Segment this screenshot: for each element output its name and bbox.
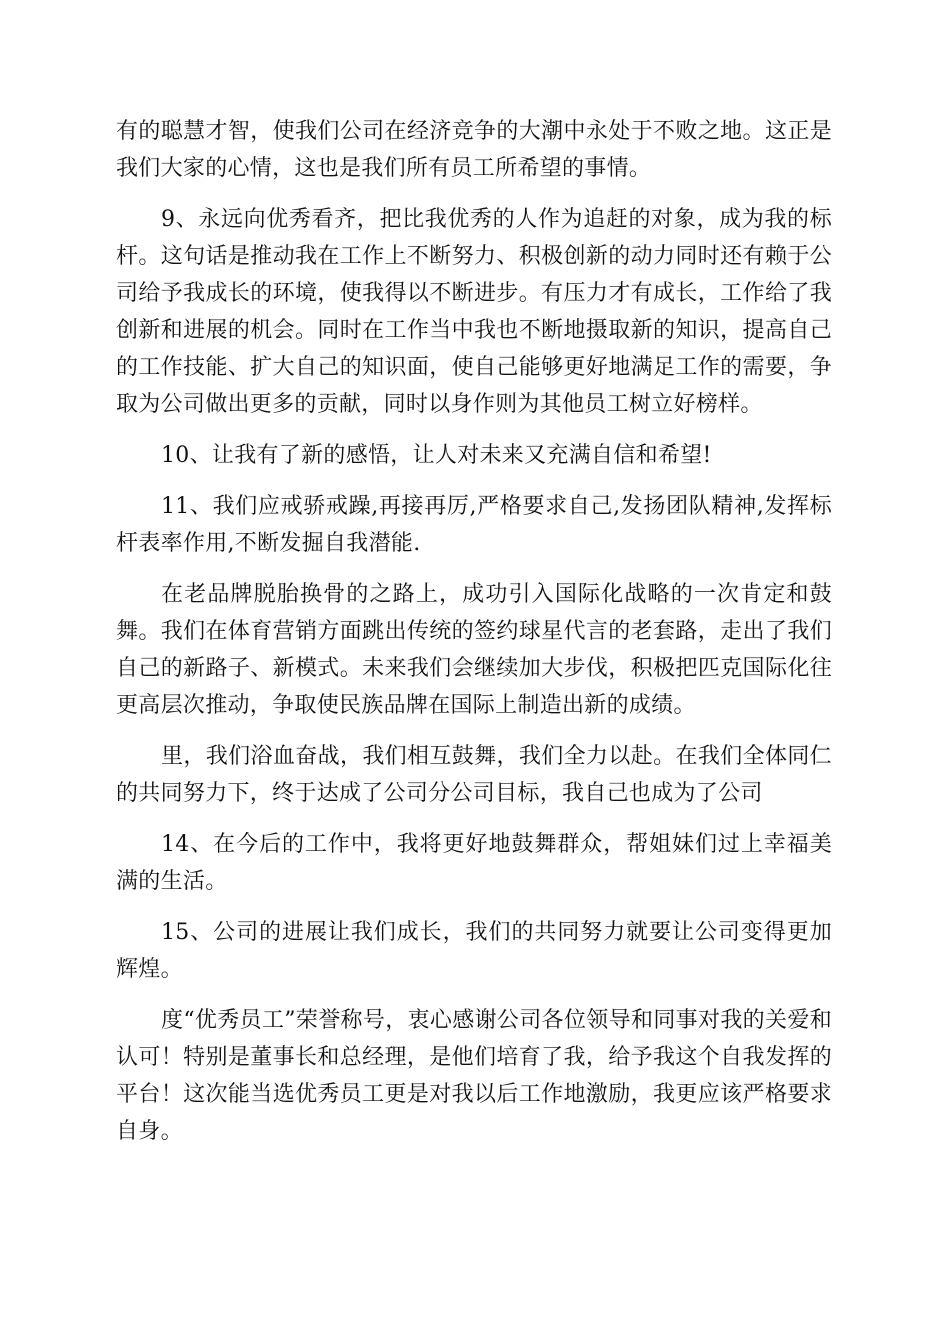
document-body (116, 113, 832, 1164)
paragraph-2: 9、永远向优秀看齐，把比我优秀的人作为追赶的对象，成为我的标杆。这句话是推动我在工作上不断努力、积极创新的动力同时还有赖于公司给予我成长的环境，使我得以不断进步。有压力才有成长，工作给了我创新和进展的机会。同时在工作当中我也不断地摄取新的知识，提高自己的工作技能、扩大自己的知识面，使自己能够更好地满足工作的需要，争取为公司做出更多的贡献，同时以身作则为其他员工树立好榜样。 (116, 207, 832, 417)
paragraph-5: 在老品牌脱胎换骨的之路上，成功引入国际化战略的一次肯定和鼓舞。我们在体育营销方面跳出传统的签约球星代言的老套路，走出了我们自己的新路子、新模式。未来我们会继续加大步伐，积极把匹克国际化往更高层次推动，争取使民族品牌在国际上制造出新的成绩。 (116, 582, 832, 718)
paragraph-6: 里，我们浴血奋战，我们相互鼓舞，我们全力以赴。在我们全体同仁的共同努力下，终于达成了公司分公司目标，我自己也成为了公司 (116, 744, 832, 806)
paragraph-3: 10、让我有了新的感悟，让人对未来又充满自信和希望! (161, 443, 712, 468)
paragraph-8: 15、公司的进展让我们成长，我们的共同努力就要让公司变得更加辉煌。 (116, 920, 832, 982)
paragraph-1: 有的聪慧才智，使我们公司在经济竞争的大潮中永处于不败之地。这正是我们大家的心情，这也是我们所有员工所希望的事情。 (116, 119, 832, 181)
paragraph-9: 度“优秀员工”荣誉称号，衷心感谢公司各位领导和同事对我的关爱和认可！特别是董事长和总经理，是他们培育了我，给予我这个自我发挥的平台！这次能当选优秀员工更是对我以后工作地激励，我更应该严格要求自身。 (116, 1008, 832, 1144)
paragraph-7: 14、在今后的工作中，我将更好地鼓舞群众，帮姐妹们过上幸福美满的生活。 (116, 832, 832, 894)
paragraph-4: 11、我们应戒骄戒躁,再接再厉,严格要求自己,发扬团队精神,发挥标杆表率作用,不断发掘自我潜能. (116, 494, 832, 556)
